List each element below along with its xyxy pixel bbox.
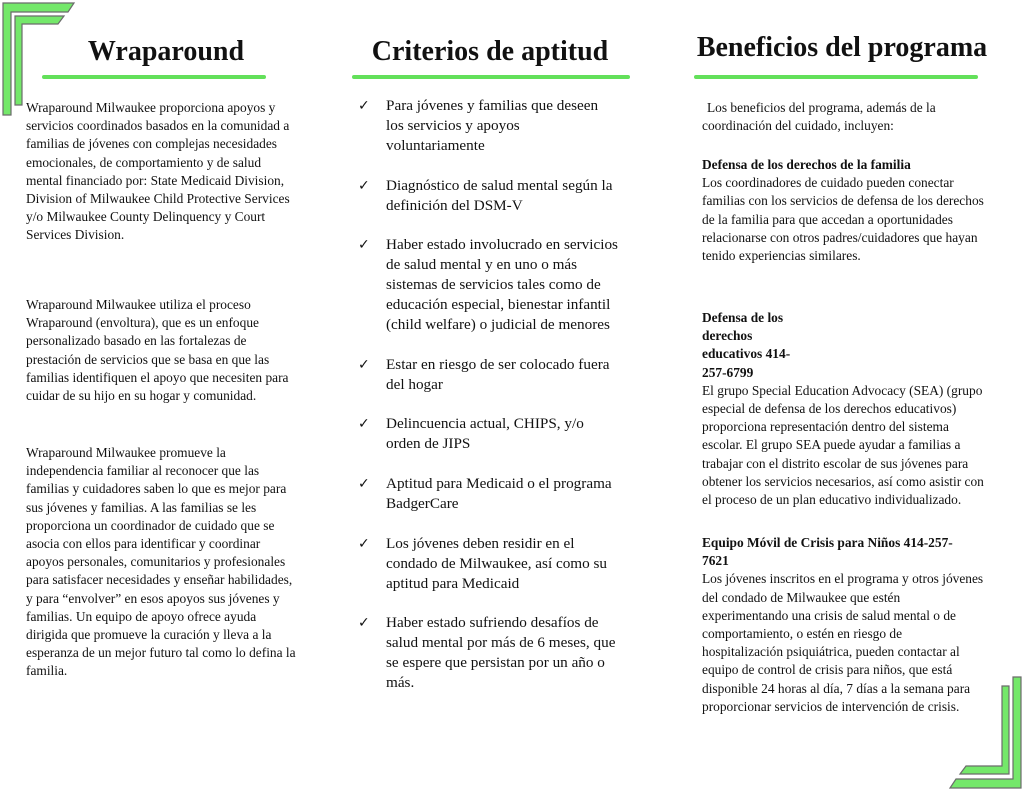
list-item xyxy=(356,414,618,454)
beneficios-intro: Los beneficios del programa, además de la coordinación del cuidado, incluyen: xyxy=(702,100,936,134)
check-icon: ✓ xyxy=(358,475,370,492)
section-body: El grupo Special Education Advocacy (SEA) (grupo especial de defensa de los derechos educativos) proporciona representación dentro del sistema escolar. El grupo SEA puede ayudar a familias a trabajar con el distrito escolar de sus jóvenes para obtener los servicios necesarios, así como asistir con el proceso de un plan educativo individualizado. xyxy=(702,382,984,508)
check-icon: ✓ xyxy=(358,177,370,194)
beneficios-title-underline xyxy=(694,75,978,79)
list-item xyxy=(356,96,618,156)
list-item-text: Estar en riesgo de ser colocado fuera del hogar xyxy=(386,355,610,393)
list-item-text: Delincuencia actual, CHIPS, y/o orden de JIPS xyxy=(386,415,584,453)
check-icon: ✓ xyxy=(358,98,370,114)
list-item-text: Los jóvenes deben residir en el condado de Milwaukee, así como su aptitud para Medicaid xyxy=(386,534,608,592)
check-icon: ✓ xyxy=(358,535,370,552)
criterios-list xyxy=(356,96,618,713)
wraparound-paragraph-2: Wraparound Milwaukee utiliza el proceso Wraparound (envoltura), que es un enfoque personalizado basado en las fortalezas de prestación de servicios que se basa en que las familias identifiquen el apoyo que necesiten para cuidar de su hijo en su hogar y comunidad. xyxy=(26,297,289,404)
section-body: Los coordinadores de cuidado pueden conectar familias con los servicios de defensa de los derechos de la familia para que accedan a oportunidades relacionarse con otros padres/cuidadores que hayan tenido experiencias similares. xyxy=(702,175,984,264)
list-item xyxy=(356,235,618,335)
section-title: Defensa de los derechos educativos 414-257-6799 xyxy=(702,310,791,380)
wraparound-paragraph-1: Wraparound Milwaukee proporciona apoyos y servicios coordinados basados en la comunidad a familias de jóvenes con complejas necesidades emocionales, de comportamiento y de salud mental financiado por: State Medicaid Division, Division of Milwaukee Child Protective Services y/o Milwaukee County Delinquency y Court Services Division. xyxy=(26,100,290,243)
list-item xyxy=(356,613,618,693)
check-icon: ✓ xyxy=(358,416,370,433)
beneficios-section-familia xyxy=(702,156,986,265)
list-item xyxy=(356,474,618,514)
section-title: Equipo Móvil de Crisis para Niños 414-257-7621 xyxy=(702,535,953,569)
section-body: Los jóvenes inscritos en el programa y otros jóvenes del condado de Milwaukee que estén experimentando una crisis de salud mental o de comportamiento, o estén en riesgo de hospitalización psiquiátrica, pueden contactar al equipo de control de crisis para niños, que está disponible 24 horas al día, 7 días a la semana para proporcionar servicios de intervención de crisis. xyxy=(702,571,984,714)
beneficios-section-crisis xyxy=(702,534,986,716)
check-icon: ✓ xyxy=(358,615,370,632)
check-icon: ✓ xyxy=(358,356,370,373)
beneficios-section-educativos xyxy=(702,309,986,509)
beneficios-title: Beneficios del programa xyxy=(696,32,988,63)
list-item-text: Diagnóstico de salud mental según la definición del DSM-V xyxy=(386,176,613,214)
list-item-text: Para jóvenes y familias que deseen los servicios y apoyos voluntariamente xyxy=(386,97,599,154)
criterios-title-underline xyxy=(352,75,630,79)
list-item-text: Haber estado sufriendo desafíos de salud mental por más de 6 meses, que se espere que persistan por un año o más. xyxy=(386,614,616,692)
criterios-title: Criterios de aptitud xyxy=(371,36,609,67)
list-item xyxy=(356,176,618,216)
list-item xyxy=(356,534,618,594)
check-icon: ✓ xyxy=(358,237,370,254)
list-item xyxy=(356,355,618,395)
wraparound-paragraph-3: Wraparound Milwaukee promueve la independencia familiar al reconocer que las familias y cuidadores saben lo que es mejor para sus jóvenes y familias. A las familias se les proporciona un coordinador de cuidado que se asocia con ellos para identificar y coordinar apoyos personales, comunitarios y profesionales para satisfacer necesidades y enseñar habilidades, y para “envolver” en esos apoyos sus jóvenes y familias. Un equipo de apoyo ofrece ayuda dirigida que promueve la curación y lleva a la esperanza de un mejor futuro tal como lo defina la familia. xyxy=(26,445,296,679)
list-item-text: Aptitud para Medicaid o el programa BadgerCare xyxy=(386,474,612,512)
section-title: Defensa de los derechos de la familia xyxy=(702,157,911,172)
wraparound-title-underline xyxy=(42,75,266,79)
wraparound-title: Wraparound xyxy=(87,36,245,67)
list-item-text: Haber estado involucrado en servicios de salud mental y en uno o más sistemas de servicios tales como de educación especial, bienestar infantil (child welfare) o judicial de menores xyxy=(386,236,618,334)
